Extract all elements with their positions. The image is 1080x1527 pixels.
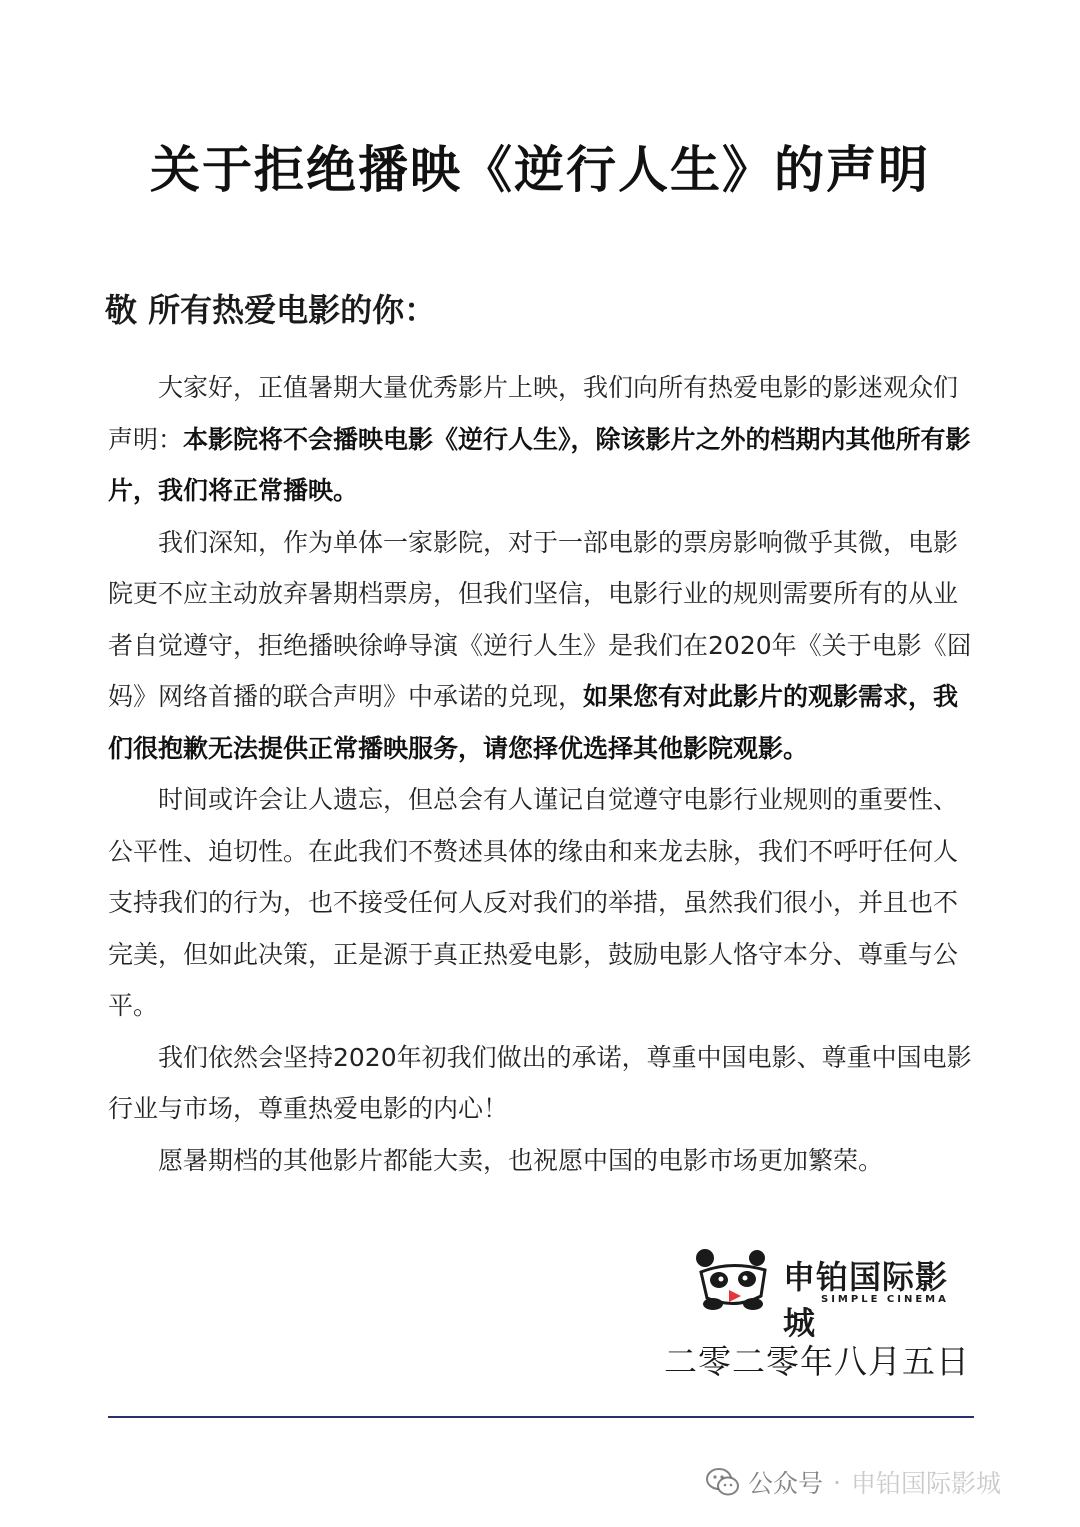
paragraph-2-bold: 如果您有对此影片的观影需求，我们很抱歉无法提供正常播映服务，请您择优选择其他影院观影。 xyxy=(108,682,959,763)
watermark-label: 公众号 xyxy=(748,1469,824,1498)
wechat-icon xyxy=(706,1467,740,1497)
cinema-name: 申铂国际影城 xyxy=(783,1258,949,1342)
paragraph-1-bold: 本影院将不会播映电影《逆行人生》，除该影片之外的档期内其他所有影片，我们将正常播映。 xyxy=(108,424,971,505)
panda-icon xyxy=(695,1246,775,1312)
document-title: 关于拒绝播映《逆行人生》的声明 xyxy=(150,141,930,199)
source-watermark xyxy=(706,1462,1001,1502)
paragraph-3: 时间或许会让人遗忘，但总会有人谨记自觉遵守电影行业规则的重要性、公平性、迫切性。在此我们不赘述具体的缘由和来龙去脉，我们不呼吁任何人支持我们的行为，也不接受任何人反对我们的举措，虽然我们很小，并且也不完美，但如此决策，正是源于真正热爱电影，鼓励电影人恪守本分、尊重与公平。 xyxy=(108,785,959,1020)
divider xyxy=(108,1416,974,1418)
paragraph-1 xyxy=(108,362,973,517)
cinema-subtitle: SIMPLE CINEMA xyxy=(821,1294,949,1305)
salutation: 敬 所有热爱电影的你： xyxy=(105,291,437,329)
watermark-separator: · xyxy=(833,1467,841,1497)
paragraph-5: 愿暑期档的其他影片都能大卖，也祝愿中国的电影市场更加繁荣。 xyxy=(158,1145,884,1175)
paragraph-1-text: 大家好，正值暑期大量优秀影片上映，我们向所有热爱电影的影迷观众们声明： xyxy=(108,373,959,454)
cinema-logo xyxy=(695,1246,975,1342)
watermark-account: 申铂国际影城 xyxy=(850,1469,1001,1498)
statement-body xyxy=(108,362,973,1186)
signature-date: 二零二零年八月五日 xyxy=(664,1342,970,1381)
paragraph-2-text: 我们深知，作为单体一家影院，对于一部电影的票房影响微乎其微，电影院更不应主动放弃暑期档票房，但我们坚信，电影行业的规则需要所有的从业者自觉遵守，拒绝播映徐峥导演《逆行人生》是我们在2020年《关于电影《囧妈》网络首播的联合声明》中承诺的兑现， xyxy=(108,527,972,711)
paragraph-4: 我们依然会坚持2020年初我们做出的承诺，尊重中国电影、尊重中国电影行业与市场，尊重热爱电影的内心！ xyxy=(108,1042,972,1123)
paragraph-2 xyxy=(108,517,973,775)
